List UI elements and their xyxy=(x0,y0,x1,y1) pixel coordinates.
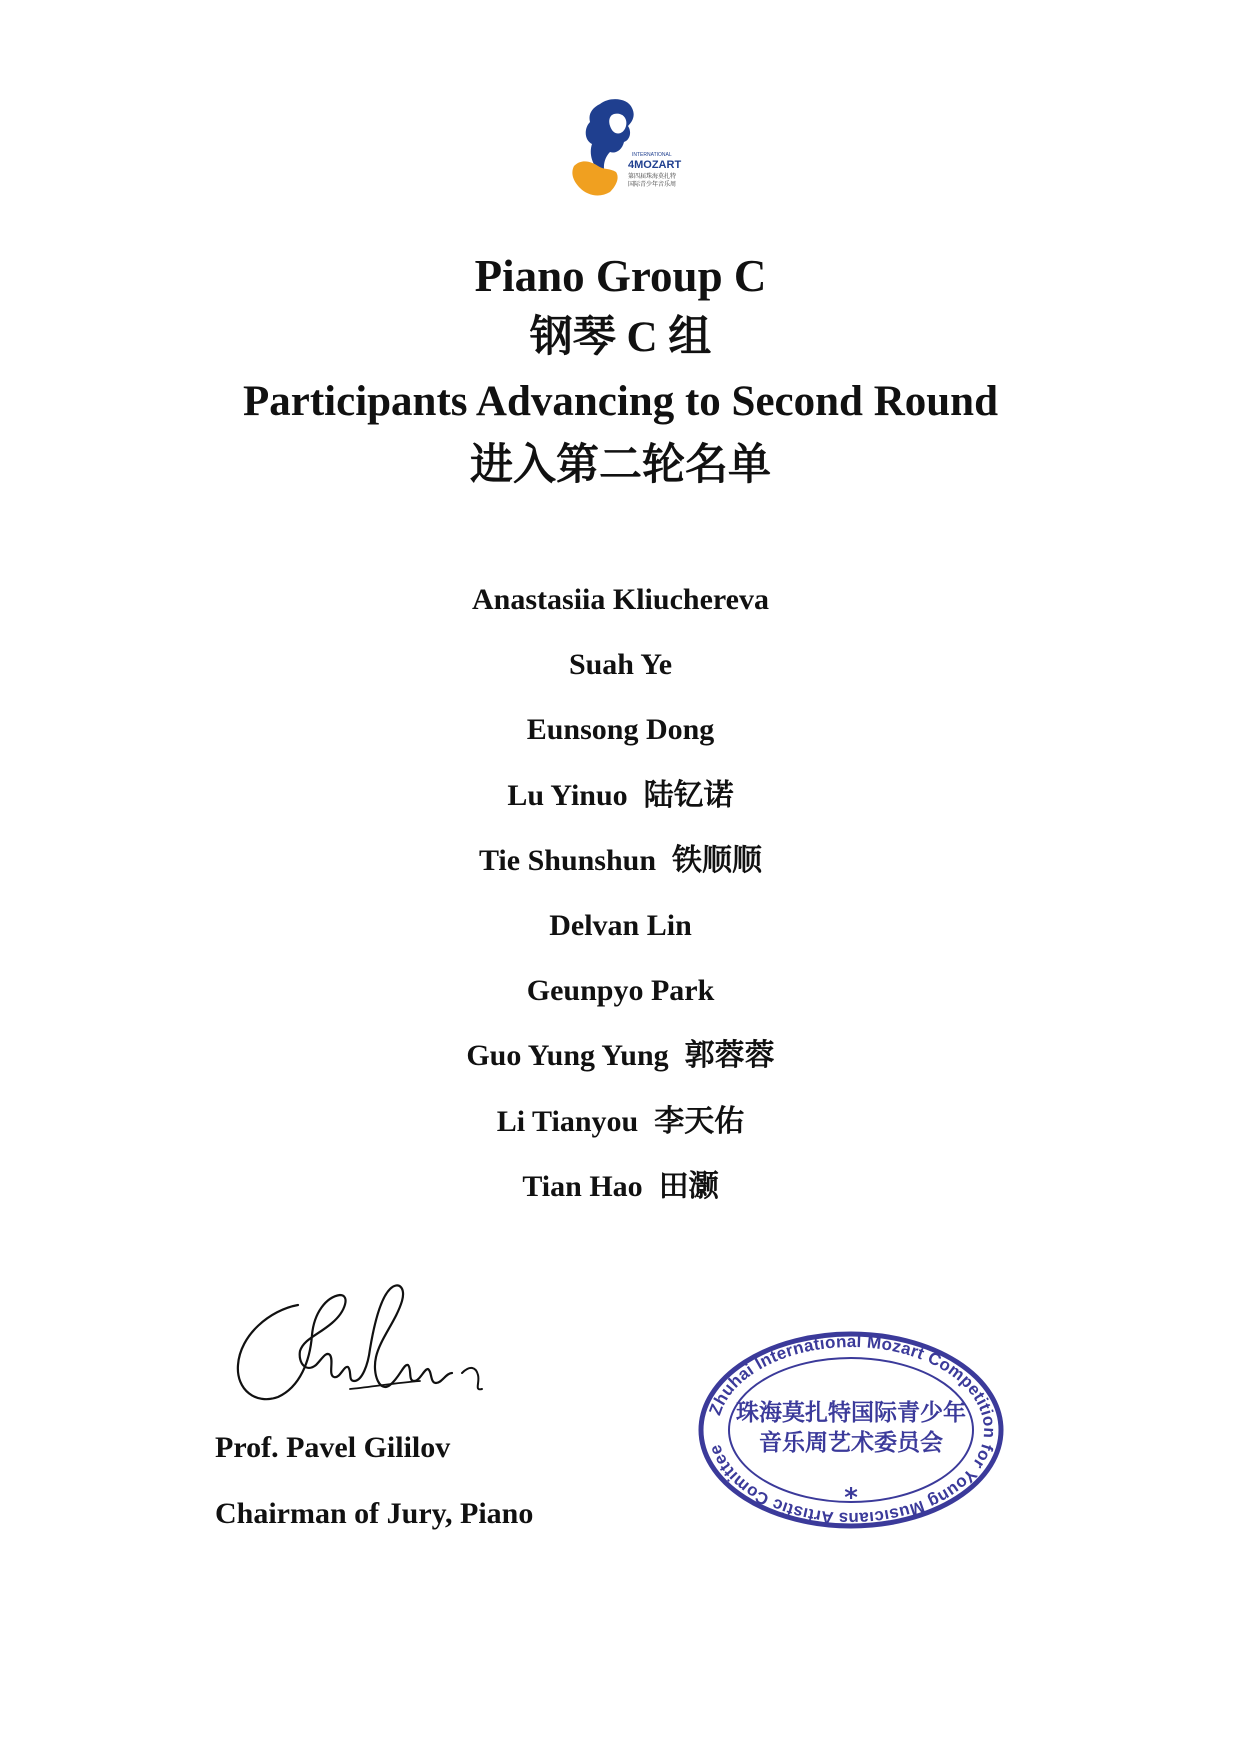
handwritten-signature xyxy=(230,1265,505,1415)
participant-name-zh: 铁顺顺 xyxy=(672,843,763,877)
participant-name-en: Li Tianyou xyxy=(496,1104,639,1138)
participant-name-en: Tie Shunshun xyxy=(478,843,657,877)
participant-name-zh: 田灏 xyxy=(658,1169,719,1203)
stamp-inner-line2: 音乐周艺术委员会 xyxy=(759,1430,943,1456)
participant-row xyxy=(0,708,1241,773)
participant-name-zh: 郭蓉蓉 xyxy=(684,1039,775,1073)
participant-name-zh: 李天佑 xyxy=(654,1104,745,1138)
participant-row xyxy=(0,1100,1241,1165)
competition-logo xyxy=(570,96,682,204)
logo-text-main: 4MOZART xyxy=(628,159,682,171)
participant-name-en: Delvan Lin xyxy=(549,908,692,942)
stamp-star-icon: * xyxy=(844,1483,858,1513)
participant-row xyxy=(0,578,1241,643)
participant-row xyxy=(0,774,1241,839)
participant-name-en: Lu Yinuo xyxy=(507,778,628,812)
participant-name-zh: 陆钇诺 xyxy=(643,778,734,812)
participant-list xyxy=(0,578,1241,1230)
participant-name-en: Tian Hao xyxy=(522,1169,643,1203)
signer-title: Chairman of Jury, Piano xyxy=(215,1497,534,1530)
participant-row xyxy=(0,969,1241,1034)
stamp-outer-text: Zhuhai International Mozart Competition for Young Musicians Artistic Comittee xyxy=(705,1331,1000,1529)
participant-name-en: Anastasiia Kliuchereva xyxy=(472,583,769,616)
title-chinese: 钢琴 C 组 xyxy=(529,314,712,361)
logo-text-top: INTERNATIONAL xyxy=(632,152,672,158)
stamp-inner-line1: 珠海莫扎特国际青少年 xyxy=(736,1400,966,1426)
title-english: Piano Group C xyxy=(474,251,767,301)
signer-name: Prof. Pavel Gililov xyxy=(215,1431,451,1464)
participant-row xyxy=(0,904,1241,969)
participant-name-en: Suah Ye xyxy=(568,648,673,682)
subtitle-english: Participants Advancing to Second Round xyxy=(242,378,999,425)
logo-text-zh2: 国际青少年音乐周 xyxy=(628,181,677,188)
participant-row xyxy=(0,643,1241,708)
participant-row xyxy=(0,1165,1241,1230)
subtitle-chinese: 进入第二轮名单 xyxy=(470,442,771,489)
participant-name-en: Eunsong Dong xyxy=(526,713,715,747)
participant-name-en: Guo Yung Yung xyxy=(466,1039,669,1073)
participant-row xyxy=(0,839,1241,904)
document-header xyxy=(0,246,1241,498)
logo-text-zh1: 第四届珠海莫扎特 xyxy=(628,173,677,180)
participant-name-en: Geunpyo Park xyxy=(526,974,715,1008)
logo-map-shape xyxy=(572,161,617,195)
participant-row xyxy=(0,1034,1241,1099)
official-seal-stamp xyxy=(696,1330,1006,1530)
